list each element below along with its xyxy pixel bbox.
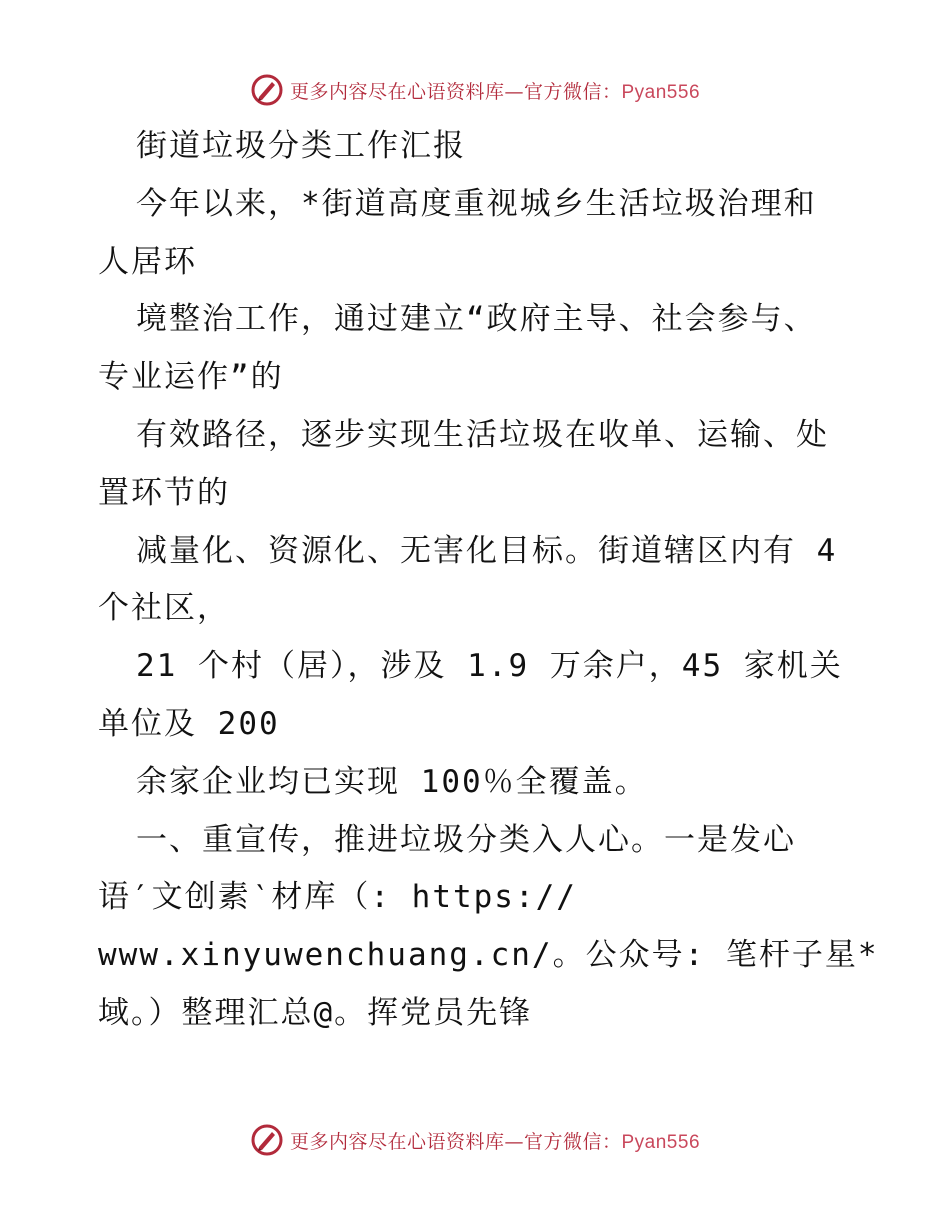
text-line: www.xinyuwenchuang.cn/。公众号: 笔杆子星*	[98, 937, 879, 974]
banner-message: 更多内容尽在心语资料库—官方微信：	[289, 1130, 622, 1153]
text-line: 街道垃圾分类工作汇报	[136, 128, 466, 164]
text-line: 今年以来，*街道高度重视城乡生活垃圾治理和	[136, 185, 817, 222]
text-line: 21 个村（居），涉及 1.9 万余户，45 家机关	[136, 648, 843, 685]
text-line: 余家企业均已实现 100％全覆盖。	[136, 763, 648, 800]
text-line: 有效路径，逐步实现生活垃圾在收单、运输、处	[136, 416, 829, 453]
text-line: 境整治工作，通过建立“政府主导、社会参与、	[136, 301, 817, 338]
text-line: 单位及 200	[98, 705, 280, 742]
text-line: 置环节的	[98, 474, 230, 511]
banner-handle: Pyan556	[621, 81, 701, 103]
text-line: 域。）整理汇总@。挥党员先锋	[98, 994, 533, 1031]
logo-icon	[250, 73, 284, 107]
text-line: 减量化、资源化、无害化目标。街道辖区内有 4	[136, 532, 838, 569]
banner-handle: Pyan556	[621, 1131, 701, 1153]
text-line: 一、重宣传，推进垃圾分类入人心。一是发心	[136, 821, 796, 858]
banner-label	[290, 77, 700, 104]
text-line: 语′文创素‵材库（: https://	[98, 879, 577, 916]
footer-banner	[0, 1120, 950, 1160]
header-banner	[0, 70, 950, 110]
text-line: 专业运作”的	[98, 359, 284, 396]
text-line: 人居环	[98, 243, 197, 280]
banner-label	[290, 1127, 700, 1154]
banner-message: 更多内容尽在心语资料库—官方微信：	[289, 80, 622, 103]
document-body	[98, 118, 879, 1043]
logo-icon	[250, 1123, 284, 1157]
text-line: 个社区，	[98, 590, 230, 627]
